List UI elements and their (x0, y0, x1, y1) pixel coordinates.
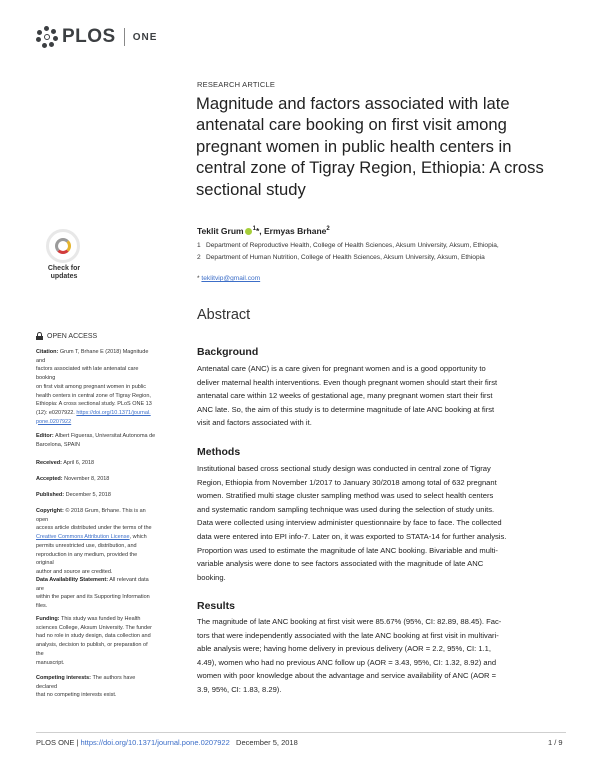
license-link[interactable]: Creative Commons Attribution License (36, 534, 130, 541)
text-line: women. Stratified multi stage cluster sampling method was used to select health centers (197, 491, 494, 501)
check-for-updates-badge[interactable] (36, 227, 90, 281)
copyright-text: author and source are credited. (36, 568, 113, 575)
methods-paragraph (197, 462, 567, 584)
abstract-heading: Abstract (197, 307, 251, 323)
data-availability-block (36, 576, 156, 611)
citation-text: on first visit among pregnant women in public (36, 383, 147, 390)
citation-label: Citation: (36, 349, 59, 355)
published-label: Published: (36, 492, 65, 498)
check-updates-label (40, 265, 88, 281)
methods-heading: Methods (197, 446, 241, 458)
results-heading: Results (197, 600, 235, 612)
copyright-text: permits unrestricted use, distribution, and (36, 542, 137, 549)
data-availability-text: within the paper and its Supporting Information (36, 594, 150, 601)
citation-block (36, 348, 156, 426)
funding-text: manuscript. (36, 659, 65, 666)
text-line: tors that were independently associated with the late ANC booking at first visit in multivari- (197, 630, 499, 640)
editor-block (36, 432, 156, 449)
citation-doi-link[interactable]: https://doi.org/10.1371/journal. (76, 409, 151, 416)
citation-doi-link[interactable]: pone.0207922 (36, 418, 72, 425)
text-line: booking. (197, 572, 226, 582)
funding-text: analysis, decision to publish, or preparation of the (36, 642, 148, 657)
copyright-block (36, 507, 156, 577)
text-line: and systematic random sampling technique was used during the selection of study units. (197, 504, 495, 514)
plos-logo-icon (36, 26, 58, 48)
text-line: Institutional based cross sectional study design was conducted in central zone of Tigray (197, 464, 491, 473)
text-line: Proportion was used to estimate the magnitude of late ANC booking. Bivariable and multi- (197, 545, 498, 555)
copyright-label: Copyright: (36, 508, 64, 514)
competing-interests-text: that no competing interests exist. (36, 692, 117, 699)
competing-interests-block (36, 674, 156, 700)
check-updates-line: Check for (47, 265, 81, 272)
text-line: Data were collected using interview administer questionnaire by face to face. The collected (197, 518, 502, 528)
footer-divider (36, 732, 566, 733)
background-paragraph (197, 362, 567, 430)
editor-label: Editor: (36, 433, 54, 439)
author-list (197, 226, 330, 236)
open-access-label (36, 332, 97, 340)
text-line: able analysis were; having home delivery in previous delivery (AOR = 2.2, 95%, CI: 1.1, (197, 644, 491, 654)
data-availability-label: Data Availability Statement: (36, 577, 109, 583)
email-marker: * (197, 275, 200, 282)
received-date (36, 459, 156, 468)
citation-text: health centers in central zone of Tigray Region, (36, 392, 151, 399)
citation-text: Ethiopia: A cross sectional study. PLoS ONE 13 (36, 401, 152, 408)
article-type: RESEARCH ARTICLE (197, 80, 276, 89)
data-availability-text: files. (36, 603, 48, 610)
page-footer (36, 738, 298, 747)
plos-one-logo[interactable] (36, 26, 157, 48)
funding-text: had no role in study design, data collection and (36, 633, 151, 640)
funding-text: sciences College, Aksum University. The funder (36, 624, 152, 631)
text-line: Antenatal care (ANC) is a care given for pregnant women and is a good opportunity to (197, 364, 486, 373)
open-lock-icon (36, 332, 43, 340)
data-availability-text: All relevant data are (36, 577, 149, 592)
affiliation-text: Department of Reproductive Health, College of Health Sciences, Aksum University, Aksum, Ethiopia, (206, 242, 499, 249)
open-access-text: OPEN ACCESS (47, 332, 98, 340)
received-value: April 6, 2018 (62, 460, 95, 466)
author-affil-ref: 1 (252, 226, 256, 233)
competing-interests-label: Competing interests: (36, 675, 92, 681)
affiliation-text: Department of Human Nutrition, College of Health Sciences, Aksum University, Aksum, Ethiopia (206, 254, 485, 261)
copyright-text: access article distributed under the terms of the (36, 525, 152, 532)
text-line: The magnitude of late ANC booking at first visit were 85.67% (95%, CI: 82.89, 88.45). Fac- (197, 617, 502, 626)
author-separator: , (259, 226, 264, 236)
citation-text: (12): e0207922. (36, 409, 77, 416)
text-line: 4.49), women who had no previous ANC follow up (AOR = 3.43, 95%, CI: 1.32, 8.92) and (197, 657, 497, 667)
corresponding-mark: * (255, 226, 260, 236)
funding-block (36, 615, 156, 667)
results-paragraph (197, 615, 567, 697)
article-title: Magnitude and factors associated with late antenatal care booking on first visit among pregnant women in public health centers in central zone of Tigray Region, Ethiopia: A cross sectional study (196, 94, 544, 199)
text-line: Region, Ethiopia from November 1/2017 to January 30/2018 among total of 632 pregnant (197, 477, 497, 487)
editor-text: Barcelona, SPAIN (36, 441, 80, 448)
accepted-date (36, 475, 156, 484)
corresponding-email (197, 275, 260, 282)
email-link[interactable]: teklitvip@gmail.com (201, 275, 261, 282)
footer-journal: PLOS ONE (36, 738, 75, 747)
text-line: visit and factors associated with it. (197, 418, 312, 428)
citation-text: Grum T, Brhane E (2018) Magnitude and (36, 349, 149, 364)
received-label: Received: (36, 460, 62, 466)
footer-separator: | (74, 738, 81, 747)
page-number: 1 / 9 (548, 738, 563, 747)
text-line: deliver maternal health interventions. Even though pregnant women should start their first (197, 377, 498, 387)
published-date (36, 491, 156, 500)
author-name[interactable]: Ermyas Brhane (264, 226, 327, 236)
affiliation (197, 242, 499, 249)
footer-date: December 5, 2018 (236, 738, 298, 747)
competing-interests-text: The authors have declared (36, 675, 136, 690)
logo-divider (124, 28, 125, 46)
affiliation-number: 1 (197, 242, 201, 249)
author-affil-ref: 2 (326, 226, 330, 233)
text-line: ANC late. So, the aim of this study is to determine magnitude of late ANC booking at first (197, 404, 495, 414)
editor-text: Albert Figueras, Universitat Autonoma de (53, 433, 156, 439)
citation-text: factors associated with late antenatal care booking (36, 366, 139, 382)
accepted-value: November 8, 2018 (62, 476, 110, 482)
accepted-label: Accepted: (36, 476, 63, 482)
background-heading: Background (197, 346, 259, 358)
copyright-text: , which (129, 534, 147, 541)
affiliation (197, 254, 485, 261)
check-updates-line: updates (50, 273, 78, 280)
copyright-text: reproduction in any medium, provided the original (36, 551, 138, 567)
footer-doi-link[interactable]: https://doi.org/10.1371/journal.pone.0207922 (80, 738, 230, 747)
published-value: December 5, 2018 (64, 492, 111, 498)
funding-label: Funding: (36, 616, 60, 622)
author-name[interactable]: Teklit Grum (197, 226, 244, 236)
text-line: data were entered into EPI info-7. Later on, it was exported to STATA-14 for further analysis. (197, 531, 507, 541)
orcid-icon[interactable] (245, 228, 252, 235)
copyright-text: © 2018 Grum, Brhane. This is an open (36, 508, 146, 523)
check-updates-icon (46, 229, 80, 263)
logo-word: PLOS (62, 26, 116, 47)
text-line: women with poor knowledge about the advantage and service availability of ANC (AOR = (197, 671, 497, 681)
logo-journal: ONE (132, 31, 158, 43)
text-line: antenatal care within 12 weeks of gestational age, many pregnant women start their first (197, 391, 493, 401)
funding-text: This study was funded by Health (59, 616, 141, 622)
affiliation-number: 2 (197, 254, 201, 261)
text-line: variable analysis were done to see factors associated with the magnitude of late ANC (197, 559, 484, 569)
text-line: 3.9, 95%, CI: 1.83, 8.29). (197, 684, 282, 694)
